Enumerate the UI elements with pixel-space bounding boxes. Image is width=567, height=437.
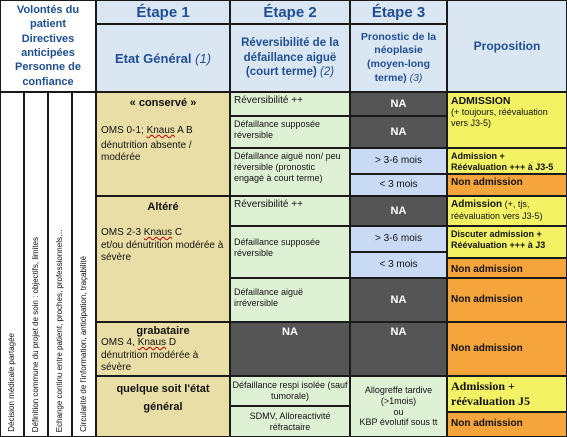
altere-prop2a: Discuter admission + Réévaluation +++ à J3 xyxy=(451,229,546,250)
grabataire-prop: Non admission xyxy=(451,342,523,354)
grabataire-desc: dénutrition modérée à sévère xyxy=(101,349,199,373)
vertical-label-3: Echange continu entre patient, proches, professionnels… xyxy=(55,228,64,432)
conserve-rev3-cell xyxy=(230,148,350,196)
altere-oms: OMS 2-3 xyxy=(101,227,144,238)
etat-general-num: (1) xyxy=(195,50,212,66)
conserve-prop1-title: ADMISSION xyxy=(451,95,511,107)
quelque-prono-cell xyxy=(350,376,447,437)
vertical-label-4: Circularité de l'information, anticipation, traçabilité xyxy=(79,256,88,432)
grabataire-knaus: Knaus xyxy=(137,337,167,348)
altere-title: Altéré xyxy=(147,201,179,213)
proposition-header: Proposition xyxy=(473,39,541,53)
grabataire-na3-cell xyxy=(350,322,447,376)
vertical-label-2: Définition commune du projet de soin : objectifs, limites xyxy=(31,236,40,432)
conserve-prono2: NA xyxy=(390,126,407,138)
altere-prop1-note: (+, tjs, réévaluation vers J3-5) xyxy=(451,199,543,221)
conserve-prono2-cell xyxy=(350,116,447,148)
altere-rev2-cell xyxy=(230,226,350,278)
quelque-prop1-cell xyxy=(447,376,567,412)
conserve-prop3b-cell xyxy=(447,174,567,196)
pronostic-header-cell xyxy=(350,24,447,92)
altere-prop1-title: Admission xyxy=(451,199,503,210)
conserve-rev3: Défaillance aiguë non/ peu réversible (pronostic engagé à court terme) xyxy=(234,151,341,183)
step3-label-cell xyxy=(350,0,447,24)
conserve-rev2: Défaillance supposée réversible xyxy=(234,119,321,140)
grabataire-oms: OMS 4, xyxy=(101,337,138,348)
conserve-prop1-note: (+ toujours, réévaluation vers J3-5) xyxy=(451,107,548,128)
altere-rev2: Défaillance supposée réversible xyxy=(234,237,321,258)
altere-prono2a: > 3-6 mois xyxy=(375,232,422,244)
quelque-state-cell xyxy=(96,376,230,437)
etat-general-header-cell xyxy=(96,24,230,92)
altere-prono1: NA xyxy=(390,205,407,217)
vertical-label-2-cell xyxy=(24,92,48,437)
altere-prop2b-cell xyxy=(447,258,567,278)
step2-label-cell xyxy=(230,0,350,24)
header-volontes-cell xyxy=(0,0,96,92)
vertical-label-3-cell xyxy=(48,92,72,437)
altere-prop2b: Non admission xyxy=(451,264,523,275)
quelque-rev2-cell xyxy=(230,406,350,437)
altere-prono1-cell xyxy=(350,196,447,226)
quelque-prono-or: ou xyxy=(393,406,404,417)
altere-desc: et/ou dénutrition modérée à sévère xyxy=(101,239,224,263)
etat-general-header: Etat Général xyxy=(114,50,192,66)
quelque-title: quelque soit l'état général xyxy=(116,383,210,413)
pronostic-header: Pronostic de la néoplasie (moyen-long terme) xyxy=(360,30,437,84)
grabataire-na3: NA xyxy=(390,326,407,338)
quelque-rev2: SDMV, Alloreactivité réfractaire xyxy=(249,410,331,432)
altere-oms-rest: C xyxy=(172,227,183,238)
conserve-title: « conservé » xyxy=(129,97,197,109)
quelque-rev1-cell xyxy=(230,376,350,406)
conserve-prop3b: Non admission xyxy=(451,177,523,188)
conserve-desc: dénutrition absente / modérée xyxy=(101,139,192,163)
vertical-label-1: Décision médicale partagée xyxy=(7,333,16,432)
quelque-prop1: Admission + réévaluation J5 xyxy=(451,379,530,408)
reversibilite-header: Réversibilité de la défaillance aiguë (court terme) xyxy=(241,36,339,79)
conserve-rev1: Réversibilité ++ xyxy=(234,95,303,106)
quelque-prop2-cell xyxy=(447,412,567,437)
conserve-oms-rest: A B xyxy=(174,125,193,136)
conserve-knaus: Knaus xyxy=(146,125,175,136)
step2-label: Étape 2 xyxy=(263,3,317,21)
vertical-label-1-cell xyxy=(0,92,24,437)
reversibilite-header-cell xyxy=(230,24,350,92)
grabataire-oms-rest: D xyxy=(166,337,177,348)
conserve-rev2-cell xyxy=(230,116,350,148)
conserve-prono3a: > 3-6 mois xyxy=(375,154,422,166)
grabataire-prop-cell xyxy=(447,322,567,376)
altere-rev1-cell xyxy=(230,196,350,226)
altere-rev1: Réversibilité ++ xyxy=(234,199,303,210)
quelque-prono-line1: Allogreffe tardive (>1mois) xyxy=(364,384,433,406)
proposition-header-cell xyxy=(447,0,567,92)
altere-prop2a-cell xyxy=(447,226,567,258)
quelque-rev1: Défaillance respi isolée (sauf tumorale) xyxy=(232,380,348,401)
conserve-prono1: NA xyxy=(390,98,407,110)
step1-label-cell xyxy=(96,0,230,24)
grabataire-na2: NA xyxy=(282,326,298,338)
pronostic-num: (3) xyxy=(409,71,423,84)
conserve-prop3a-cell xyxy=(447,148,567,174)
quelque-prono-line2: KBP évolutif sous tt xyxy=(359,417,438,428)
altere-prono2b-cell xyxy=(350,252,447,278)
altere-prop1-cell xyxy=(447,196,567,226)
quelque-prop2: Non admission xyxy=(451,418,523,430)
conserve-prop1-cell xyxy=(447,92,567,148)
altere-rev3-cell xyxy=(230,278,350,322)
altere-prono3-cell xyxy=(350,278,447,322)
conserve-prono1-cell xyxy=(350,92,447,116)
header-volontes-text: Volontés du patient Directives anticipées Personne de confiance xyxy=(14,4,82,88)
grabataire-title: grabataire xyxy=(136,325,190,337)
altere-prop3-cell xyxy=(447,278,567,322)
altere-prono2a-cell xyxy=(350,226,447,252)
altere-knaus: Knaus xyxy=(143,227,173,238)
grabataire-state-cell xyxy=(96,322,230,376)
altere-state-cell xyxy=(96,196,230,322)
step3-label: Étape 3 xyxy=(371,3,426,21)
vertical-label-4-cell xyxy=(72,92,96,437)
conserve-prop3a: Admission + Réévaluation +++ à J3-5 xyxy=(451,151,554,172)
altere-prop3: Non admission xyxy=(451,293,523,305)
conserve-oms: OMS 0-1; xyxy=(101,125,147,136)
altere-prono2b: < 3 mois xyxy=(379,258,418,270)
altere-rev3: Défaillance aiguë irréversible xyxy=(234,287,304,308)
step1-label: Étape 1 xyxy=(136,3,190,21)
conserve-rev1-cell xyxy=(230,92,350,116)
conserve-prono3a-cell xyxy=(350,148,447,174)
conserve-state-cell xyxy=(96,92,230,196)
grabataire-na2-cell xyxy=(230,322,350,376)
altere-prono3: NA xyxy=(390,294,407,306)
conserve-prono3b: < 3 mois xyxy=(379,178,418,190)
conserve-prono3b-cell xyxy=(350,174,447,196)
reversibilite-num: (2) xyxy=(320,66,335,79)
